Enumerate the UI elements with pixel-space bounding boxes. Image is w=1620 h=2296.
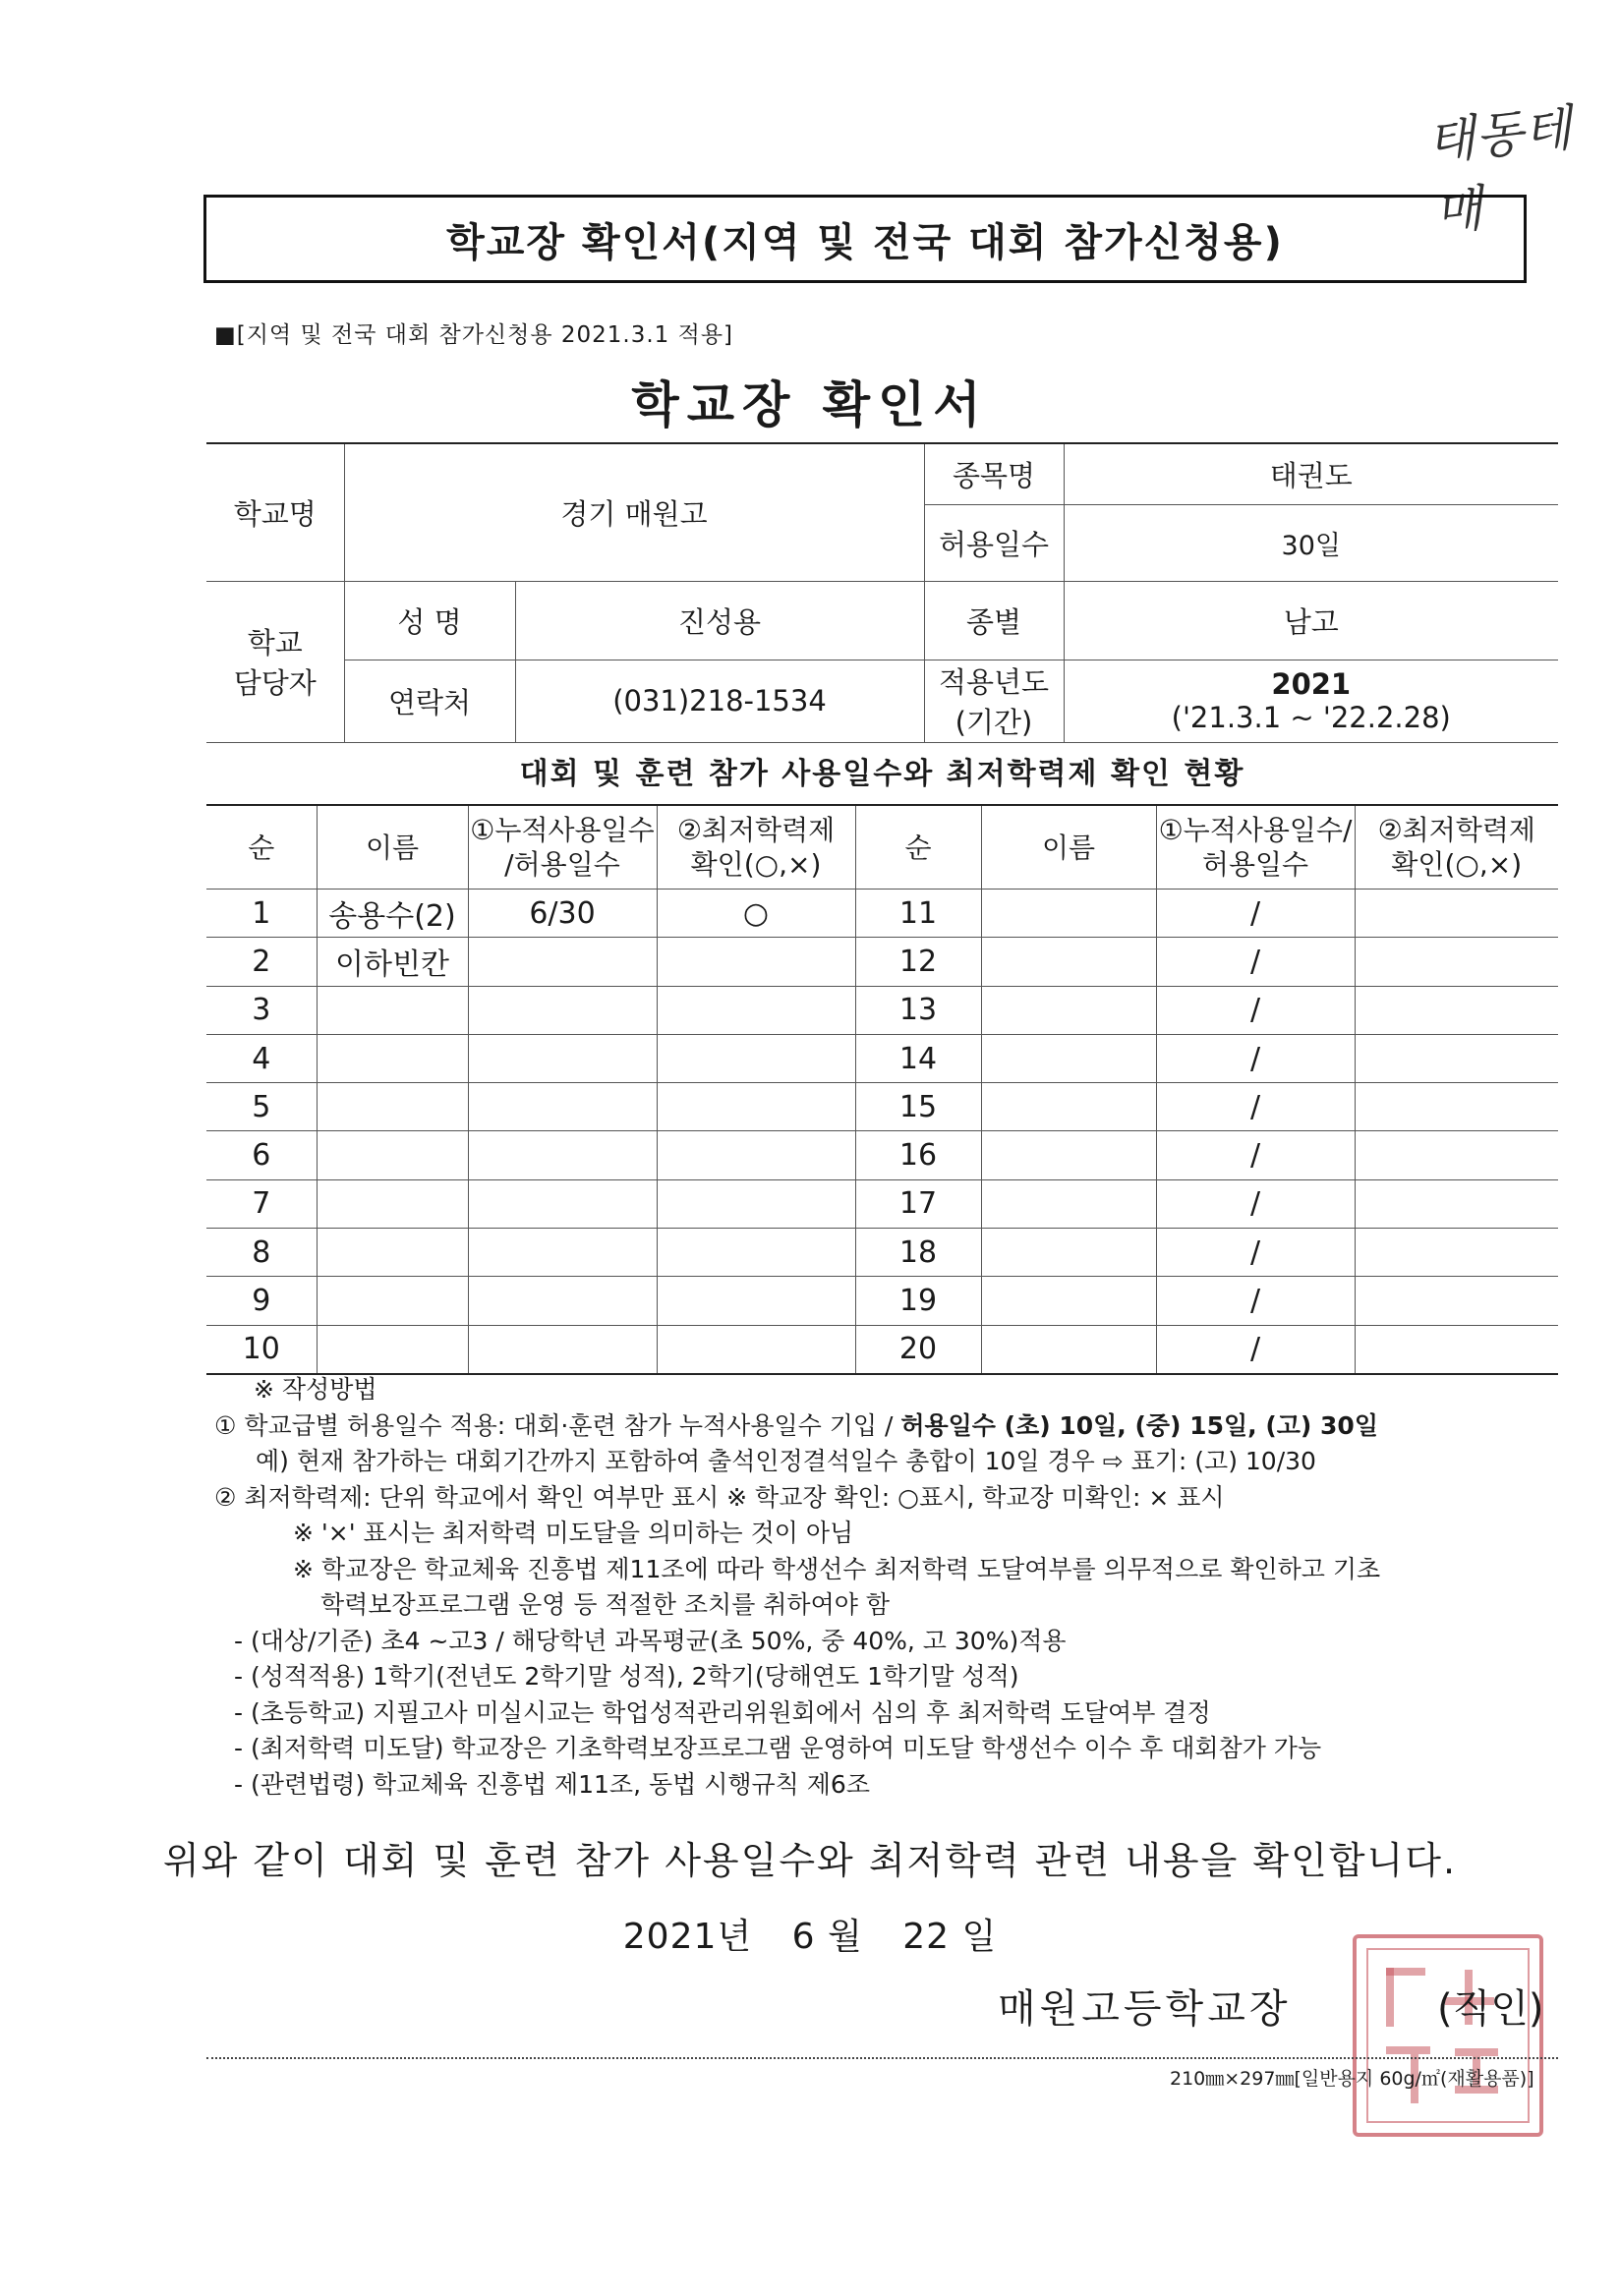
row-days: [468, 938, 657, 986]
row-check: ○: [657, 890, 855, 938]
row-check: [657, 1277, 855, 1325]
row-no-right: 19: [855, 1277, 981, 1325]
header-name-right: 이름: [981, 805, 1156, 890]
row-days-right: /: [1156, 1325, 1355, 1374]
guide-item-2: [214, 1480, 1571, 1517]
manager-label-line2: 담당자: [233, 666, 317, 700]
guide-item-1-bold: 허용일수 (초) 10일, (중) 15일, (고) 30일: [900, 1410, 1378, 1440]
school-name-value: 경기 매원고: [344, 443, 924, 581]
row-days: [468, 1179, 657, 1228]
table-row: [206, 1131, 1558, 1179]
row-days-right: /: [1156, 1229, 1355, 1277]
header-check-right-line2: 확인(○,×): [1391, 848, 1523, 881]
row-name: [317, 1229, 468, 1277]
row-name-right: [981, 1131, 1156, 1179]
header-no-right: 순: [855, 805, 981, 890]
row-check-right: [1355, 986, 1558, 1034]
row-no: 6: [206, 1131, 317, 1179]
row-no-right: 20: [855, 1325, 981, 1374]
row-no: 4: [206, 1034, 317, 1082]
header-check: [657, 805, 855, 890]
row-check: [657, 986, 855, 1034]
row-name: 이하빈칸: [317, 938, 468, 986]
subheading: ■[지역 및 전국 대회 참가신청용 2021.3.1 적용]: [214, 322, 734, 348]
principal-signature: 매원고등학교장: [998, 1986, 1292, 2032]
header-days-right-line1: ①누적사용일수/: [1158, 814, 1353, 846]
guide-sub-3: 학력보장프로그램 운영 등 적절한 조치를 취하여야 함: [320, 1590, 890, 1619]
row-check-right: [1355, 938, 1558, 986]
manager-label-line1: 학교: [247, 626, 303, 660]
table-row: [206, 1083, 1558, 1131]
row-check-right: [1355, 1179, 1558, 1228]
row-no-right: 13: [855, 986, 981, 1034]
row-name-right: [981, 1034, 1156, 1082]
header-check-right-line1: ②최저학력제: [1377, 814, 1535, 846]
official-seal-stamp: [1353, 1934, 1543, 2137]
row-days-right: /: [1156, 1179, 1355, 1228]
guide-item-1: [214, 1408, 1571, 1445]
guide-item-1-example: 예) 현재 참가하는 대회기간까지 포함하여 출석인정결석일수 총합이 10일 경우 ⇨ 표기: (고) 10/30: [256, 1447, 1316, 1475]
row-check-right: [1355, 1229, 1558, 1277]
guide-item-2-note: ※ 학교장 확인: ○표시, 학교장 미확인: × 표시: [719, 1482, 1225, 1512]
row-days: [468, 1034, 657, 1082]
row-days-right: /: [1156, 1277, 1355, 1325]
section-title: 대회 및 훈련 참가 사용일수와 최저학력제 확인 현황: [519, 757, 1245, 791]
table-row: [206, 1277, 1558, 1325]
guide-dash-1: - (대상/기준) 초4 ~고3 / 해당학년 과목평균(초 50%, 중 40%, 고 30%)적용: [234, 1626, 1067, 1655]
seal-stroke: [1455, 2048, 1498, 2056]
row-name: [317, 1131, 468, 1179]
table-row: [206, 1229, 1558, 1277]
row-name: [317, 1083, 468, 1131]
row-name-right: [981, 938, 1156, 986]
row-days-right: /: [1156, 1131, 1355, 1179]
row-days: [468, 1229, 657, 1277]
row-check: [657, 1034, 855, 1082]
row-no: 8: [206, 1229, 317, 1277]
row-no-right: 14: [855, 1034, 981, 1082]
apply-year-label-line1: 적용년도: [938, 665, 1050, 699]
seal-mark: (직인): [1437, 1986, 1544, 2032]
row-name-right: [981, 986, 1156, 1034]
row-days: [468, 1277, 657, 1325]
apply-year: 2021: [1271, 667, 1352, 701]
row-name-right: [981, 1325, 1156, 1374]
row-name: [317, 1034, 468, 1082]
row-name: 송용수(2): [317, 890, 468, 938]
row-no-right: 11: [855, 890, 981, 938]
paper-spec: 210㎜×297㎜[일반용지 60g/㎡(재활용품)]: [1170, 2068, 1534, 2090]
row-check: [657, 1325, 855, 1374]
row-no: 7: [206, 1179, 317, 1228]
allowed-days-value: 30일: [1064, 504, 1558, 581]
confirmation-statement: 위와 같이 대회 및 훈련 참가 사용일수와 최저학력 관련 내용을 확인합니다.: [162, 1839, 1458, 1882]
date-month: 6 월: [791, 1917, 863, 1957]
event-value: 태권도: [1064, 443, 1558, 504]
contact-label: 연락처: [344, 660, 515, 742]
writing-guide: [214, 1372, 1571, 1803]
row-name: [317, 1277, 468, 1325]
guide-item-1-text: ① 학교급별 허용일수 적용: 대회·훈련 참가 누적사용일수 기입 /: [214, 1410, 901, 1440]
guide-sub-2: ※ 학교장은 학교체육 진흥법 제11조에 따라 학생선수 최저학력 도달여부를 의무적으로 확인하고 기초: [293, 1554, 1381, 1583]
header-box: 학교장 확인서(지역 및 전국 대회 참가신청용): [203, 195, 1527, 283]
table-row: [206, 1179, 1558, 1228]
row-no: 9: [206, 1277, 317, 1325]
row-no-right: 15: [855, 1083, 981, 1131]
row-days: 6/30: [468, 890, 657, 938]
row-name: [317, 986, 468, 1034]
table-row: [206, 890, 1558, 938]
guide-dash-4: - (최저학력 미도달) 학교장은 기초학력보장프로그램 운영하여 미도달 학생선수 이수 후 대회참가 가능: [234, 1734, 1322, 1762]
row-check-right: [1355, 1083, 1558, 1131]
seal-stroke: [1386, 2046, 1430, 2054]
apply-year-label: [924, 660, 1064, 742]
handwritten-note: 태동테매: [1424, 98, 1576, 242]
roster-table: [206, 804, 1558, 1375]
school-type-label: 종별: [924, 581, 1064, 660]
apply-year-value: [1064, 660, 1558, 742]
seal-stroke: [1386, 1968, 1394, 2027]
table-row: [206, 986, 1558, 1034]
row-name-right: [981, 1277, 1156, 1325]
row-no: 5: [206, 1083, 317, 1131]
guide-sub-1: ※ '×' 표시는 최저학력 미도달을 의미하는 것이 아님: [293, 1519, 854, 1547]
row-check: [657, 1131, 855, 1179]
row-check-right: [1355, 890, 1558, 938]
row-days-right: /: [1156, 938, 1355, 986]
header-check-line1: ②최저학력제: [676, 814, 836, 846]
row-no-right: 18: [855, 1229, 981, 1277]
row-name-right: [981, 1083, 1156, 1131]
table-row: [206, 938, 1558, 986]
page-title: 학교장 확인서: [631, 376, 989, 433]
header-check-right: [1355, 805, 1558, 890]
row-check: [657, 938, 855, 986]
guide-item-2-text: ② 최저학력제: 단위 학교에서 확인 여부만 표시: [214, 1482, 720, 1512]
manager-label: [206, 581, 344, 742]
row-no: 1: [206, 890, 317, 938]
row-days-right: /: [1156, 986, 1355, 1034]
row-check: [657, 1083, 855, 1131]
date-year: 2021년: [622, 1917, 753, 1957]
footer-divider: [206, 2057, 1558, 2059]
row-name-right: [981, 890, 1156, 938]
manager-name-value: 진성용: [515, 581, 924, 660]
row-no: 10: [206, 1325, 317, 1374]
row-check: [657, 1179, 855, 1228]
row-no-right: 17: [855, 1179, 981, 1228]
row-no: 3: [206, 986, 317, 1034]
guide-dash-3: - (초등학교) 지필고사 미실시교는 학업성적관리위원회에서 심의 후 최저학력 도달여부 결정: [234, 1697, 1211, 1727]
apply-period: ('21.3.1 ~ '22.2.28): [1171, 701, 1451, 734]
header-days-line2: /허용일수: [504, 848, 620, 881]
row-name-right: [981, 1179, 1156, 1228]
row-no-right: 12: [855, 938, 981, 986]
row-name-right: [981, 1229, 1156, 1277]
date-day: 22 일: [902, 1917, 998, 1957]
row-days-right: /: [1156, 1034, 1355, 1082]
header-check-line2: 확인(○,×): [690, 848, 822, 881]
row-days: [468, 1083, 657, 1131]
header-name: 이름: [317, 805, 468, 890]
row-no-right: 16: [855, 1131, 981, 1179]
school-type-value: 남고: [1064, 581, 1558, 660]
school-info-table: [206, 442, 1558, 743]
row-days: [468, 1325, 657, 1374]
header-days-right-line2: 허용일수: [1201, 848, 1309, 881]
contact-value: (031)218-1534: [515, 660, 924, 742]
row-days-right: /: [1156, 890, 1355, 938]
guide-dash-5: - (관련법령) 학교체육 진흥법 제11조, 동법 시행규칙 제6조: [234, 1769, 870, 1799]
row-name: [317, 1179, 468, 1228]
row-name: [317, 1325, 468, 1374]
table-row: [206, 1034, 1558, 1082]
header-days-line1: ①누적사용일수: [470, 814, 655, 846]
row-no: 2: [206, 938, 317, 986]
row-days-right: /: [1156, 1083, 1355, 1131]
row-check-right: [1355, 1131, 1558, 1179]
guide-dash-2: - (성적적용) 1학기(전년도 2학기말 성적), 2학기(당해연도 1학기말 성적): [234, 1662, 1019, 1691]
row-check-right: [1355, 1034, 1558, 1082]
header-days-right: [1156, 805, 1355, 890]
school-name-label: 학교명: [206, 443, 344, 581]
manager-name-label: 성 명: [344, 581, 515, 660]
guide-heading: ※ 작성방법: [254, 1375, 377, 1404]
header-no: 순: [206, 805, 317, 890]
row-check-right: [1355, 1277, 1558, 1325]
apply-year-label-line2: (기간): [955, 706, 1033, 739]
event-label: 종목명: [924, 443, 1064, 504]
row-check-right: [1355, 1325, 1558, 1374]
table-row: [206, 1325, 1558, 1374]
row-days: [468, 1131, 657, 1179]
header-days: [468, 805, 657, 890]
row-days: [468, 986, 657, 1034]
row-check: [657, 1229, 855, 1277]
allowed-days-label: 허용일수: [924, 504, 1064, 581]
